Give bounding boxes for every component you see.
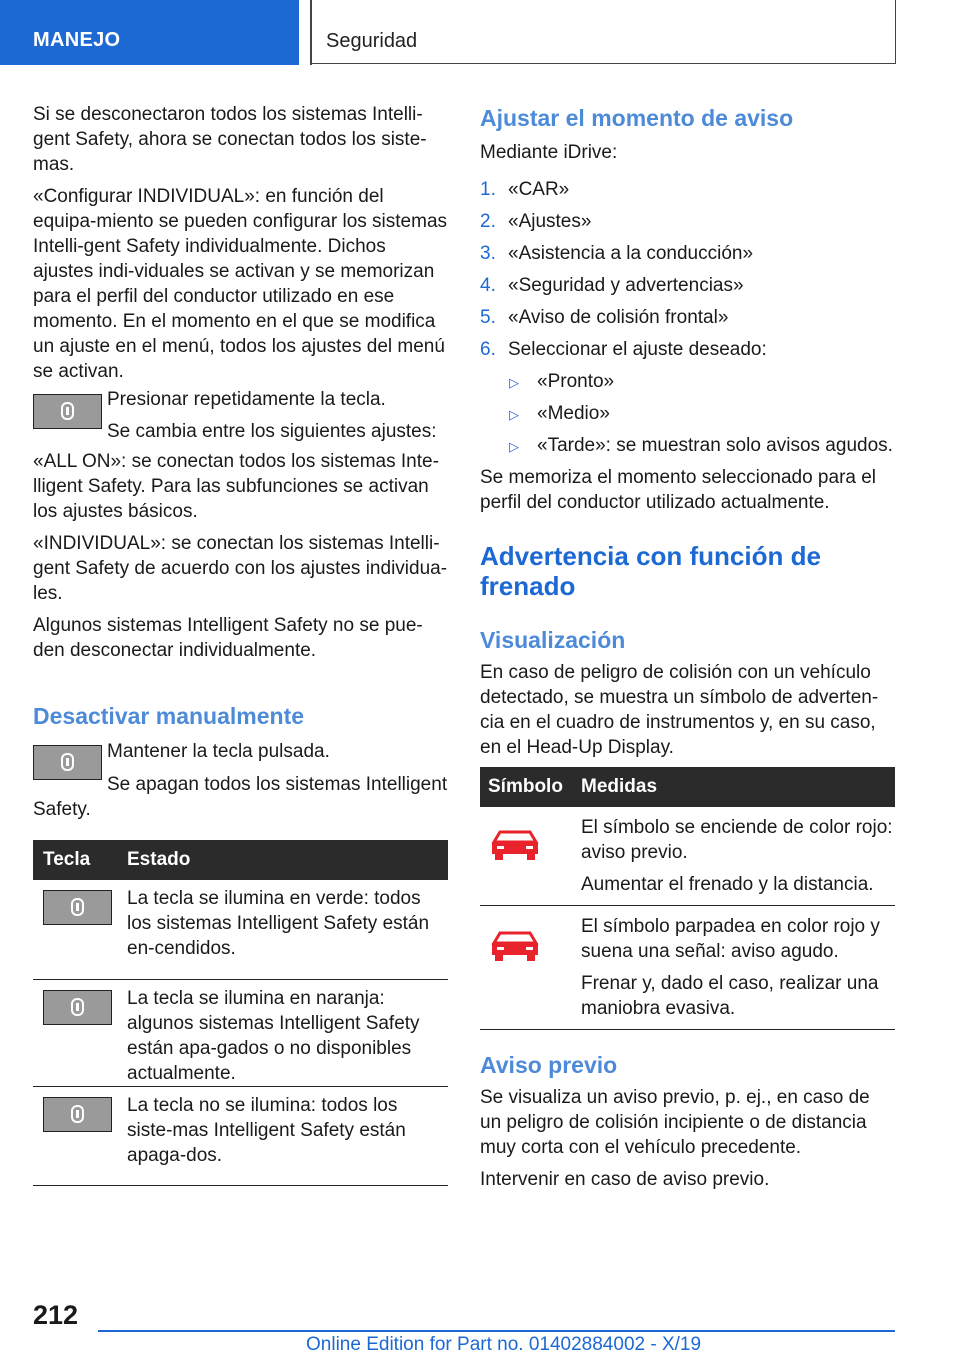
- paragraph: Mediante iDrive:: [480, 142, 618, 163]
- table-row: [480, 807, 895, 906]
- list-item: 4. «Seguridad y advertencias»: [480, 275, 744, 296]
- instruction: Se apagan todos los sistemas Intelligent Safety.: [33, 774, 448, 820]
- table-header: Medidas: [581, 767, 895, 807]
- table-header: Estado: [127, 840, 448, 880]
- topic-title: Seguridad: [326, 30, 418, 52]
- heading-advertencia: Advertencia con función de frenado: [480, 541, 821, 601]
- paragraph: En caso de peligro de colisión con un vehículo detectado, se muestra un símbolo de adverten-cia en el cuadro de instrumentos y, en su caso, en el Head-Up Display.: [480, 662, 879, 758]
- table-row: [33, 880, 448, 980]
- car-warning-icon: [490, 827, 540, 863]
- topic-header: [311, 0, 896, 64]
- section-tab: [0, 0, 299, 65]
- instruction: Mantener la tecla pulsada.: [107, 741, 330, 762]
- table-header: Símbolo: [480, 767, 581, 807]
- table-row: [480, 906, 895, 1030]
- instruction: Se cambia entre los siguientes ajustes:: [107, 421, 437, 442]
- table-cell: La tecla se ilumina en verde: todos los sistemas Intelligent Safety están en-cendidos.: [127, 888, 430, 959]
- table-header: Tecla: [33, 840, 127, 880]
- heading-ajustar: Ajustar el momento de aviso: [480, 105, 794, 131]
- paragraph: «ALL ON»: se conectan todos los sistemas Inte-lligent Safety. Para las subfunciones se activan los ajustes básicos.: [33, 451, 439, 522]
- paragraph: Se visualiza un aviso previo, p. ej., en caso de un peligro de colisión incipiente o de distancia muy corta con el vehículo precedente.: [480, 1087, 870, 1158]
- left-column: [33, 102, 449, 384]
- sub-list-item: ▷ «Pronto»: [480, 369, 896, 401]
- heading-visualizacion: Visualización: [480, 627, 626, 653]
- safety-button-orange-icon: [43, 990, 112, 1025]
- safety-button-off-icon: [43, 1097, 112, 1132]
- sub-list-item: ▷ «Tarde»: se muestran solo avisos agudos.: [480, 433, 896, 465]
- paragraph: Intervenir en caso de aviso previo.: [480, 1169, 770, 1190]
- paragraph: «INDIVIDUAL»: se conectan los sistemas Intelli-gent Safety de acuerdo con los ajustes individua-les.: [33, 533, 448, 604]
- page-number: 212: [33, 1300, 79, 1330]
- table-cell: La tecla se ilumina en naranja: algunos sistemas Intelligent Safety están apa-gados o no disponibles actualmente.: [127, 988, 420, 1084]
- list-item: 3. «Asistencia a la conducción»: [480, 243, 754, 264]
- footer-divider: [98, 1330, 895, 1332]
- list-item: 2. «Ajustes»: [480, 211, 592, 232]
- table-cell: Aumentar el frenado y la distancia.: [581, 874, 874, 895]
- triangle-bullet-icon: ▷: [509, 375, 519, 390]
- paragraph: Algunos sistemas Intelligent Safety no se pue-den desconectar individualmente.: [33, 615, 423, 661]
- list-item: 5. «Aviso de colisión frontal»: [480, 307, 729, 328]
- table-cell: La tecla no se ilumina: todos los siste-mas Intelligent Safety están apaga-dos.: [127, 1095, 406, 1166]
- triangle-bullet-icon: ▷: [509, 407, 519, 422]
- paragraph: Se memoriza el momento seleccionado para el perfil del conductor utilizado actualmente.: [480, 467, 877, 513]
- key-status-table: [33, 840, 448, 1186]
- list-item: 6. Seleccionar el ajuste deseado:: [480, 339, 767, 360]
- triangle-bullet-icon: ▷: [509, 439, 519, 454]
- heading-aviso-previo: Aviso previo: [480, 1052, 618, 1078]
- table-cell: Frenar y, dado el caso, realizar una maniobra evasiva.: [581, 973, 879, 1019]
- sub-list-item: ▷ «Medio»: [480, 401, 896, 433]
- symbol-measures-table: [480, 767, 895, 1030]
- instruction: Presionar repetidamente la tecla.: [107, 389, 386, 410]
- paragraph: Si se desconectaron todos los sistemas Intelli-gent Safety, ahora se conectan todos los siste-mas.: [33, 104, 427, 175]
- heading-desactivar: Desactivar manualmente: [33, 703, 305, 729]
- safety-button-green-icon: [43, 890, 112, 925]
- paragraph: «Configurar INDIVIDUAL»: en función del equipa-miento se pueden configurar los sistemas Intelli-gent Safety individualmente. Dichos ajustes indi-viduales se activan y se memorizan para el perfil del conductor utilizado en ese momento. En el momento en el que se modifica un ajuste en el menú, todos los ajustes del menú se activan.: [33, 186, 448, 382]
- car-warning-icon: [490, 928, 540, 964]
- table-row: [33, 1087, 448, 1186]
- table-cell: El símbolo parpadea en color rojo y suena una señal: aviso agudo.: [581, 916, 880, 962]
- safety-button-icon: [33, 394, 102, 429]
- list-item: 1. «CAR»: [480, 179, 570, 200]
- table-cell: El símbolo se enciende de color rojo: aviso previo.: [581, 817, 893, 863]
- section-title: MANEJO: [33, 29, 121, 51]
- footer-edition: Online Edition for Part no. 01402884002 - X/19: [306, 1334, 702, 1355]
- table-row: [33, 980, 448, 1087]
- steps-list: [480, 177, 896, 465]
